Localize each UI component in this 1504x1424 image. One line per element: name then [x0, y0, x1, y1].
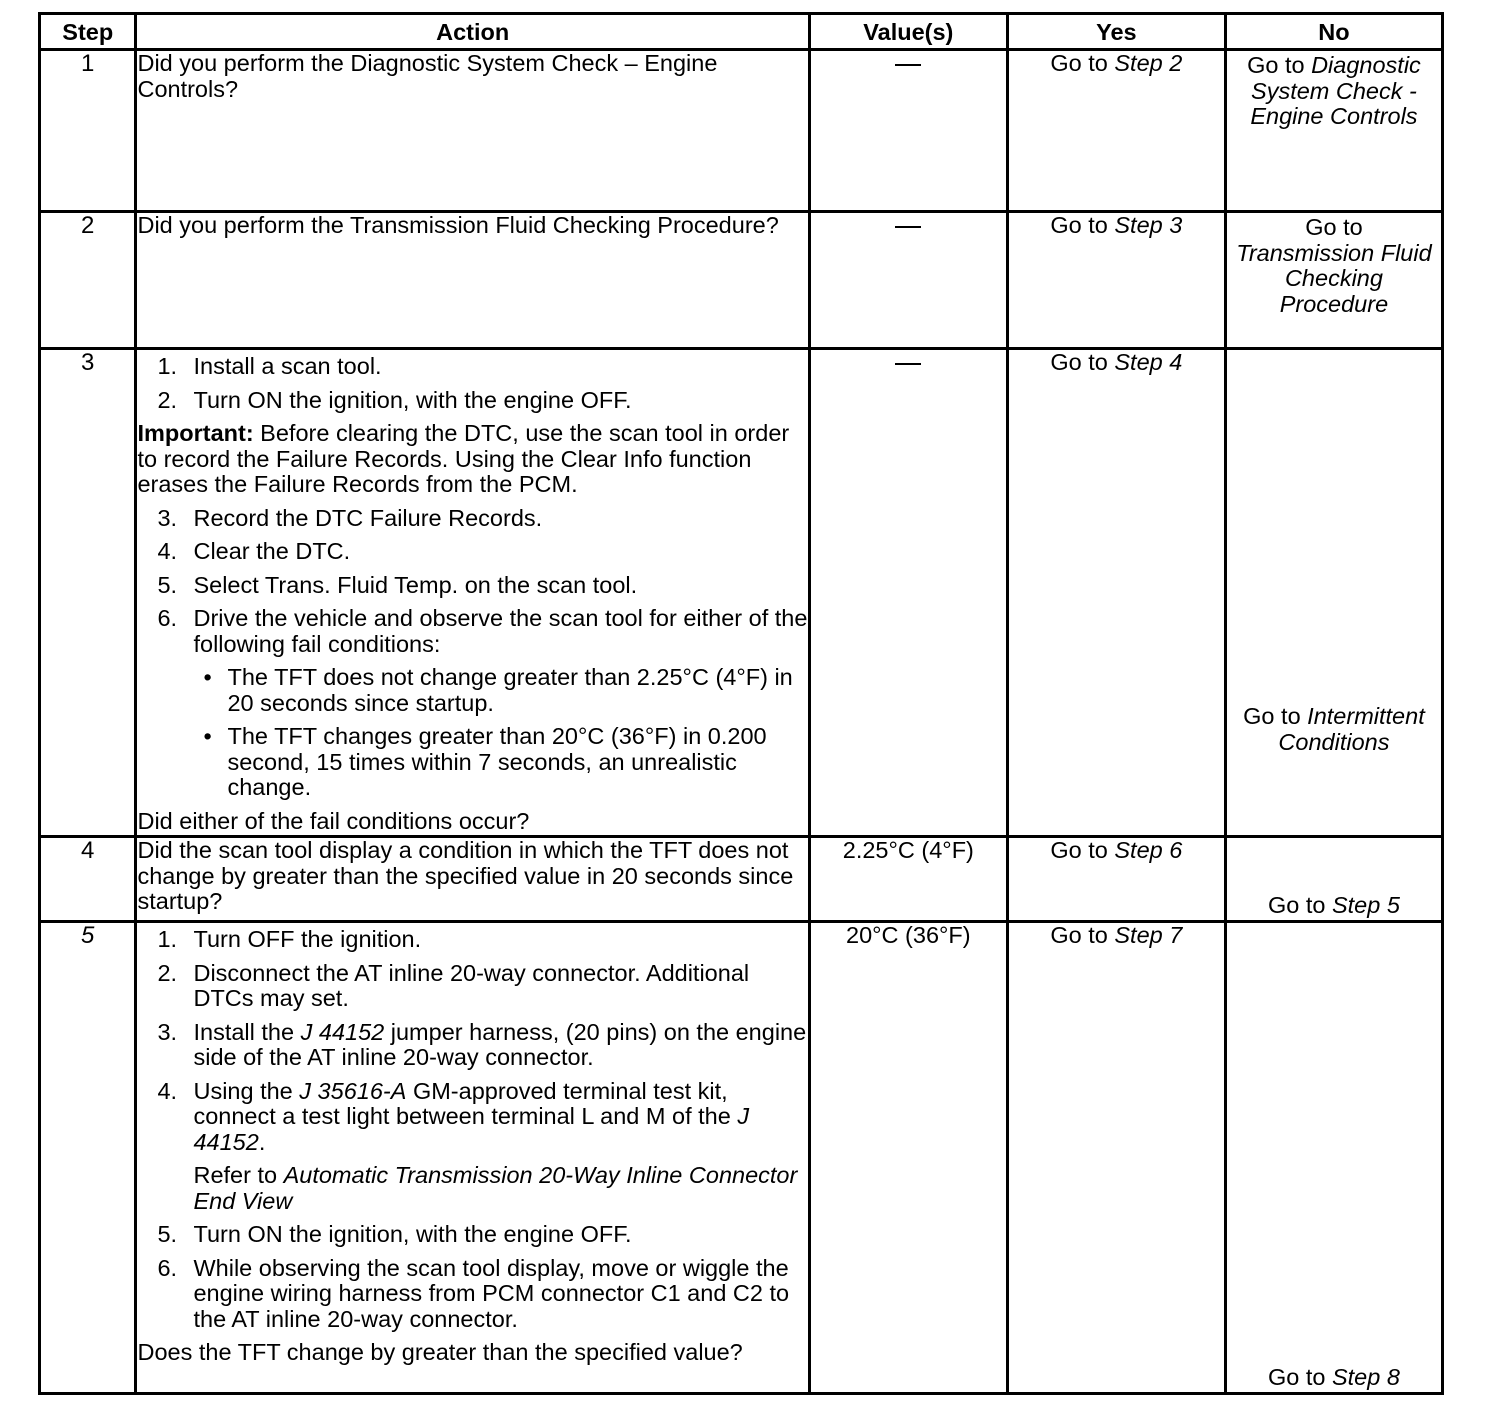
dash-value	[895, 64, 921, 66]
table-row-step-4	[40, 837, 1443, 922]
header-value: Value(s)	[809, 14, 1007, 50]
procedure-step	[137, 1020, 807, 1071]
no-link[interactable]: Diagnostic System Check - Engine Controls	[1250, 52, 1421, 129]
procedure-list	[137, 354, 807, 413]
step-text: Clear the DTC.	[193, 538, 351, 564]
step-number: 3	[40, 349, 136, 837]
step-text: Turn OFF the ignition.	[193, 926, 422, 952]
procedure-step	[137, 388, 807, 414]
yes-cell	[1007, 212, 1225, 349]
step-text: Disconnect the AT inline 20-way connector. Additional DTCs may set.	[193, 959, 750, 1011]
procedure-step	[137, 354, 807, 380]
procedure-step	[137, 1256, 807, 1333]
dash-value	[895, 226, 921, 228]
action-cell	[136, 349, 809, 837]
action-question: Did either of the fail conditions occur?	[137, 807, 530, 834]
step-text-post: .	[258, 1128, 266, 1155]
no-link[interactable]: Intermittent Conditions	[1278, 703, 1425, 755]
step-text-mid: GM-approved terminal test kit, connect a test light between terminal L and M of the	[193, 1077, 738, 1129]
step-text-pre: Using the	[193, 1077, 300, 1104]
procedure-step	[137, 1079, 807, 1215]
procedure-step	[137, 606, 807, 801]
yes-cell	[1007, 922, 1225, 1394]
step-text: While observing the scan tool display, move or wiggle the engine wiring harness from PCM connector C1 and C2 to the AT inline 20-way connector.	[193, 1254, 790, 1332]
table-row-step-3	[40, 349, 1443, 837]
no-prefix: Go to	[1267, 1363, 1332, 1390]
header-step: Step	[40, 14, 136, 50]
step-number: 5	[40, 922, 136, 1394]
refer-link[interactable]: Automatic Transmission 20-Way Inline Connector End View	[193, 1162, 798, 1214]
table-row-step-5	[40, 922, 1443, 1394]
action-cell	[136, 212, 809, 349]
step-index: 5.	[157, 571, 178, 598]
step-number: 1	[40, 50, 136, 212]
action-cell	[136, 922, 809, 1394]
step-text: Turn ON the ignition, with the engine OFF.	[193, 1221, 632, 1247]
step-text: Install a scan tool.	[193, 353, 382, 379]
value-cell: 20°C (36°F)	[809, 922, 1007, 1394]
no-link[interactable]: Step 5	[1331, 891, 1400, 918]
no-prefix: Go to	[1305, 214, 1363, 240]
step-index: 6.	[157, 1254, 178, 1281]
header-row	[40, 14, 1443, 50]
no-prefix: Go to	[1243, 703, 1308, 729]
important-text: Before clearing the DTC, use the scan tool in order to record the Failure Records. Using the Clear Info function erases the Failure Records from the PCM.	[137, 420, 790, 497]
step-index: 1.	[157, 353, 178, 379]
procedure-step	[137, 506, 807, 532]
step-index: 2.	[157, 386, 178, 413]
important-label: Important:	[137, 420, 254, 446]
refer-note	[193, 1163, 807, 1214]
step-index: 4.	[157, 538, 178, 564]
refer-prefix: Refer to	[193, 1162, 284, 1188]
step-index: 4.	[157, 1077, 178, 1104]
procedure-list	[137, 506, 807, 801]
no-cell	[1225, 212, 1442, 349]
procedure-step	[137, 927, 807, 953]
step-text: Record the DTC Failure Records.	[193, 504, 543, 531]
no-cell	[1225, 349, 1442, 837]
header-yes: Yes	[1007, 14, 1225, 50]
step-index: 3.	[157, 1018, 178, 1045]
no-prefix: Go to	[1267, 891, 1332, 918]
value-cell	[809, 50, 1007, 212]
step-index: 5.	[157, 1221, 178, 1247]
header-no: No	[1225, 14, 1442, 50]
step-index: 6.	[157, 605, 178, 631]
value-cell: 2.25°C (4°F)	[809, 837, 1007, 922]
action-cell	[136, 50, 809, 212]
yes-link[interactable]: Step 3	[1114, 212, 1183, 238]
value-cell	[809, 349, 1007, 837]
procedure-list	[137, 927, 807, 1332]
action-text: Did you perform the Transmission Fluid Checking Procedure?	[137, 212, 779, 238]
step-number: 4	[40, 837, 136, 922]
step-text-pre: Install the	[193, 1018, 301, 1045]
no-cell	[1225, 922, 1442, 1394]
yes-cell	[1007, 349, 1225, 837]
yes-link[interactable]: Step 7	[1114, 922, 1183, 948]
step-number: 2	[40, 212, 136, 349]
diagnostic-table	[38, 12, 1444, 1395]
no-link[interactable]: Transmission Fluid Checking Procedure	[1236, 239, 1432, 317]
procedure-step	[137, 1222, 807, 1248]
no-cell	[1225, 50, 1442, 212]
action-question: Does the TFT change by greater than the specified value?	[137, 1339, 743, 1365]
step-text: Select Trans. Fluid Temp. on the scan tool.	[193, 571, 638, 598]
no-link[interactable]: Step 8	[1331, 1363, 1400, 1390]
yes-prefix: Go to	[1050, 50, 1115, 76]
step-index: 1.	[157, 926, 178, 952]
fail-conditions-list	[193, 665, 807, 801]
action-text: Did the scan tool display a condition in which the TFT does not change by greater than the specified value in 20 seconds since startup?	[137, 837, 794, 914]
fail-condition: • The TFT changes greater than 20°C (36°F) in 0.200 second, 15 times within 7 seconds, an unrealistic change.	[193, 724, 807, 801]
fail-condition: • The TFT does not change greater than 2.25°C (4°F) in 20 seconds since startup.	[193, 665, 807, 716]
action-cell	[136, 837, 809, 922]
step-index: 2.	[157, 959, 178, 986]
yes-prefix: Go to	[1050, 837, 1115, 863]
action-text: Did you perform the Diagnostic System Check – Engine Controls?	[137, 50, 718, 102]
step-text: Drive the vehicle and observe the scan tool for either of the following fail conditions:	[193, 605, 808, 657]
yes-link[interactable]: Step 6	[1114, 837, 1183, 863]
tool-number: J 44152	[193, 1103, 750, 1155]
table-row-step-2	[40, 212, 1443, 349]
yes-prefix: Go to	[1050, 212, 1115, 238]
dash-value	[895, 363, 921, 365]
yes-cell	[1007, 837, 1225, 922]
yes-link[interactable]: Step 4	[1114, 349, 1183, 375]
step-text-post: jumper harness, (20 pins) on the engine side of the AT inline 20-way connector.	[193, 1018, 807, 1070]
step-index: 3.	[157, 504, 178, 531]
no-prefix: Go to	[1247, 52, 1312, 78]
yes-link[interactable]: Step 2	[1114, 50, 1183, 76]
yes-prefix: Go to	[1050, 922, 1115, 948]
yes-cell	[1007, 50, 1225, 212]
yes-prefix: Go to	[1050, 349, 1115, 375]
procedure-step	[137, 573, 807, 599]
header-action: Action	[136, 14, 809, 50]
value-cell	[809, 212, 1007, 349]
procedure-step	[137, 961, 807, 1012]
procedure-step	[137, 539, 807, 565]
table-row-step-1	[40, 50, 1443, 212]
important-note	[137, 421, 807, 498]
tool-number: J 44152	[300, 1018, 385, 1045]
no-cell	[1225, 837, 1442, 922]
tool-number: J 35616-A	[299, 1077, 407, 1104]
step-text: Turn ON the ignition, with the engine OFF.	[193, 386, 632, 413]
